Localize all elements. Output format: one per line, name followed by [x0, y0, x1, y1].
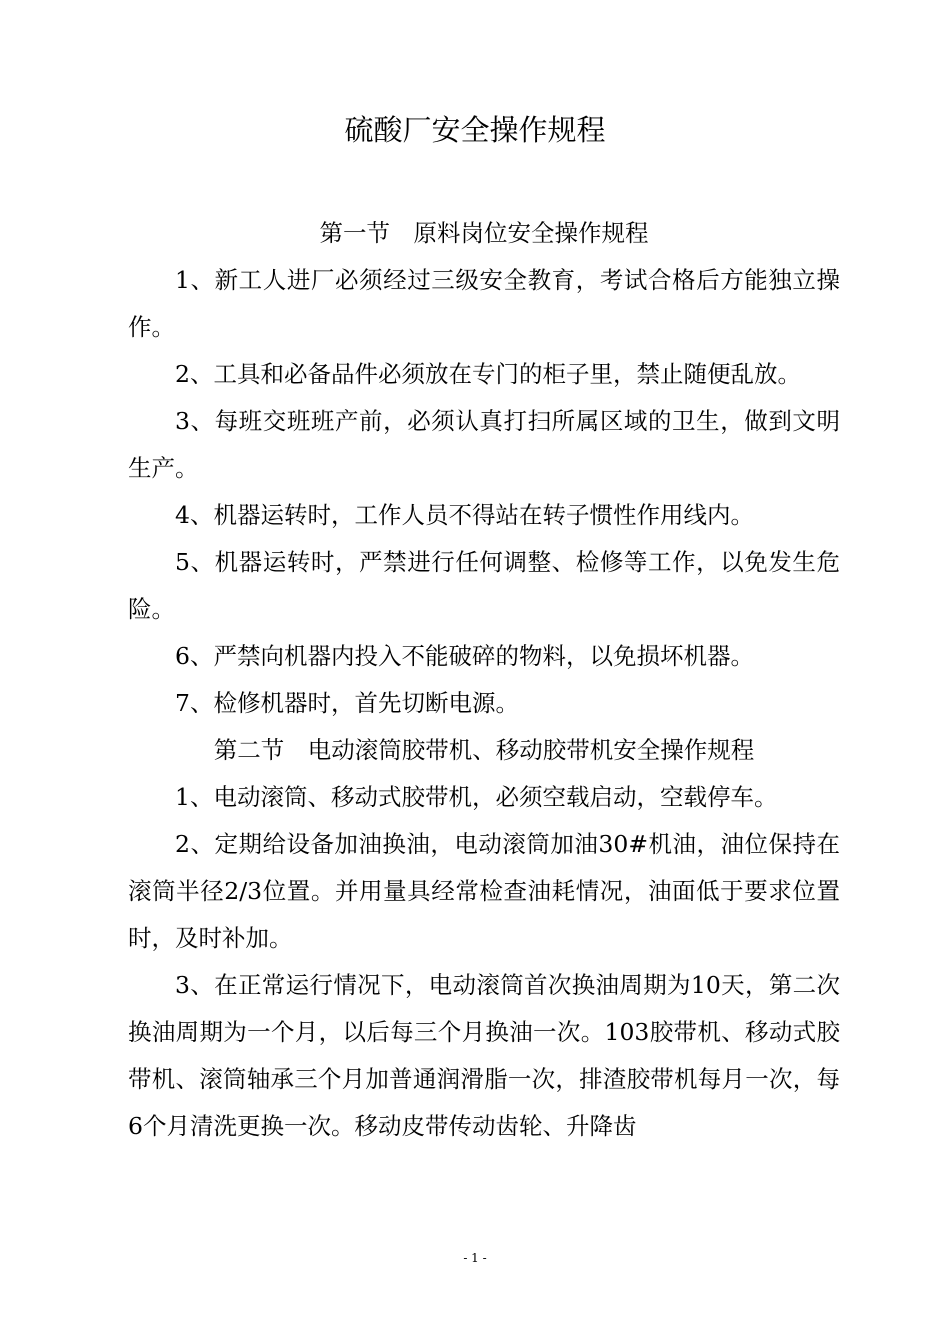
list-item: 5、机器运转时，严禁进行任何调整、检修等工作，以免发生危险。: [128, 548, 840, 623]
list-item: 4、机器运转时，工作人员不得站在转子惯性作用线内。: [175, 501, 754, 529]
section-heading: 第一节 原料岗位安全操作规程: [319, 219, 649, 247]
list-item: 2、工具和必备品件必须放在专门的柜子里，禁止随便乱放。: [175, 360, 801, 388]
list-item: 7、检修机器时，首先切断电源。: [175, 689, 519, 717]
list-item: 2、定期给设备加油换油，电动滚筒加油30#机油，油位保持在滚筒半径2/3位置。并用量具经常检查油耗情况，油面低于要求位置时，及时补加。: [128, 830, 840, 952]
page-number: - 1 -: [463, 1251, 487, 1265]
list-item: 3、在正常运行情况下，电动滚筒首次换油周期为10天，第二次换油周期为一个月，以后每三个月换油一次。103胶带机、移动式胶带机、滚筒轴承三个月加普通润滑脂一次，排渣胶带机每月一次，每6个月清洗更换一次。移动皮带传动齿轮、升降齿: [128, 971, 840, 1140]
document-title: 硫酸厂安全操作规程: [344, 113, 606, 147]
list-item: 3、每班交班班产前，必须认真打扫所属区域的卫生，做到文明生产。: [128, 407, 840, 482]
section-heading: 第二节 电动滚筒胶带机、移动胶带机安全操作规程: [213, 736, 755, 764]
list-item: 1、新工人进厂必须经过三级安全教育，考试合格后方能独立操作。: [128, 266, 840, 341]
list-item: 1、电动滚筒、移动式胶带机，必须空载启动，空载停车。: [175, 783, 778, 811]
document-body: [128, 210, 840, 1150]
list-item: 6、严禁向机器内投入不能破碎的物料，以免损坏机器。: [175, 642, 754, 670]
